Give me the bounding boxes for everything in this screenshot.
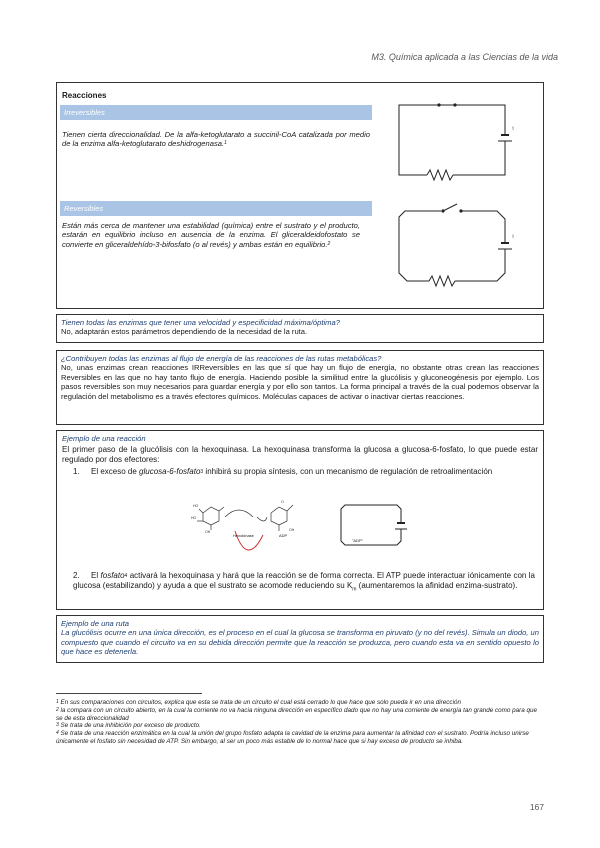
q2-question: ¿Contribuyen todas las enzimas al flujo de energía de las reacciones de las rutas metabólicas? (61, 354, 382, 363)
page-number: 167 (529, 802, 544, 812)
item1-pre: El exceso de (91, 467, 140, 476)
irreversibles-text-block (62, 130, 370, 149)
fig-label-adp: ADP (279, 533, 288, 538)
footnote-ref-2: 2 (327, 240, 331, 247)
svg-text:HO: HO (191, 516, 197, 520)
item2-km-subscript: m (352, 586, 357, 593)
item1-post: inhibirá su propia síntesis, con un mecanismo de regulación de retroalimentación (203, 467, 493, 476)
q2-box (56, 350, 544, 425)
footnote-1-text: En sus comparaciones con circuitos, explica que esta se trata de un circuito el cual está cerrado lo que hace que solo pueda ir en una dirección (60, 699, 461, 706)
q1-answer: No, adaptarán estos parámetros dependiendo de la necesidad de la ruta. (61, 327, 308, 337)
ejemplo-reaccion-box (56, 430, 544, 610)
footnote-separator (56, 693, 202, 694)
svg-text:O: O (281, 500, 284, 504)
footnote-1-num: 1 (56, 699, 59, 705)
item2-term: fosfato (100, 571, 125, 580)
reacciones-title: Reacciones (62, 91, 107, 100)
reversibles-label: Reversibles (64, 204, 104, 213)
running-header: M3. Química aplicada a las Ciencias de la vida (371, 52, 558, 62)
footnote-4-num: 4 (56, 730, 59, 737)
fig-label-hexokinase: Hexokinase (233, 533, 254, 538)
ejemplo-ruta-box (56, 615, 544, 663)
ejemplo-ruta-title: Ejemplo de una ruta (61, 619, 129, 628)
footnote-2-num: 2 (56, 706, 59, 713)
footnote-ref-1: 1 (224, 140, 227, 147)
ejemplo-reaccion-intro: El primer paso de la glucólisis con la hexoquinasa. La hexoquinasa transforma la glucosa a glucosa-6-fosfato, lo que puede estar regulado por dos efectores: (62, 445, 538, 464)
irreversibles-label: Irreversibles (64, 108, 105, 117)
item1-number: 1. (73, 467, 80, 476)
reversibles-text: Están más cerca de mantener una estabilidad (química) entre el sustrato y el producto, estarán en equilibrio incluso en ausencia de la enzima. El gliceraldeidofostato se convierte en gliceraldehído-3-bifosfato (o al revés) y ambas están en equilibrio. (62, 221, 360, 249)
q2-answer: No, unas enzimas crean reacciones IRReversibles en las que sí que hay un flujo de energía, no obstante otras crean las reacciones Reversibles en las que no hay tanto flujo de energía. Haciendo posible la similitud entre la glucólisis y gluconeogénesis por ejemplo. Los pasos reversibles son muy necesarios para guardar energía y por ello son tantos. La forma principal a través de la cual podemos observar la regulación del metabolismo es a través efectores químicos. Moléculas capaces de activar o inactivar ciertas reacciones. (61, 363, 539, 401)
list-item-1 (73, 467, 535, 477)
hexokinase-reaction-diagram (191, 495, 311, 565)
item2-pre: El (91, 571, 101, 580)
reversibles-text-block (62, 221, 360, 249)
irreversibles-bar (60, 105, 372, 120)
item1-term: glucosa-6-fosfato (139, 467, 201, 476)
footnote-3 (56, 722, 544, 730)
footnote-3-text: Se trata de una inhibición por exceso de producto. (60, 722, 201, 730)
footnote-ref-4: 4 (124, 573, 128, 579)
reversibles-bar (60, 201, 372, 216)
svg-text:OH: OH (205, 530, 211, 534)
item2-tail: (aumentaremos la afinidad enzima-sustrato). (356, 581, 518, 590)
footnote-2-text: la compara con un circuito abierto, en la cual la corriente no va hacia ninguna dirección en específico dado que no hay una corriente de energía tan grande como para que se de esta direccionalidad (56, 706, 537, 722)
reacciones-box (56, 82, 544, 309)
circuit2-mark: ¹ (512, 235, 514, 241)
figure-circuit (337, 501, 409, 551)
irreversibles-text: Tienen cierta direccionalidad. De la alfa-ketoglutarato a succinil-CoA catalizada por medio de la enzima alfa-ketoglutarato deshidrogenasa. (62, 130, 370, 149)
list-item-2 (73, 571, 535, 595)
footnote-3-num: 3 (56, 722, 59, 729)
item2-number: 2. (73, 571, 80, 580)
open-circuit-diagram (395, 201, 525, 296)
closed-circuit-diagram (395, 99, 525, 189)
q1-question: Tienen todas las enzimas que tener una velocidad y especificidad máxima/óptima? (61, 318, 340, 327)
circuit1-mark: ¹ (512, 127, 514, 133)
footnote-1 (56, 699, 544, 707)
svg-text:HO: HO (193, 504, 199, 508)
footnotes (56, 699, 544, 746)
footnote-4-text: Se trata de una reacción enzimática en la cual la unión del grupo fosfato adapta la cavidad de la enzima para aumentar la afinidad con el sustrato. Podría incluso unirse únicamente el fosfato sin necesidad de ATP. Sin embargo, al ser un poco más estable de lo normal hace que si hay exceso de producto se inhiba. (56, 730, 529, 745)
svg-text:OH: OH (289, 528, 295, 532)
fig-label-adp-quoted: "ADP" (352, 538, 364, 543)
footnote-4 (56, 730, 544, 746)
item2-post: activará la hexoquinasa y hará que la reacción se de forma correcta. El ATP puede interactuar iónicamente con la glucosa (estabilizando) y ayuda a que el sustrato se acomode reduciendo su K (73, 571, 535, 590)
footnote-ref-3: 3 (200, 469, 204, 475)
footnote-2 (56, 707, 544, 723)
q1-box (56, 314, 544, 343)
ejemplo-ruta-text: La glucólisis ocurre en una única dirección, es el proceso en el cual la glucosa se transforma en piruvato (y no del revés). Simula un diodo, un compuesto que cuando el circuito va en su debida dirección permite que la reacción se produzca, pero cuando esta va en sentido opuesto lo que hace es detenerla. (61, 628, 539, 657)
ejemplo-reaccion-title: Ejemplo de una reacción (62, 434, 146, 443)
